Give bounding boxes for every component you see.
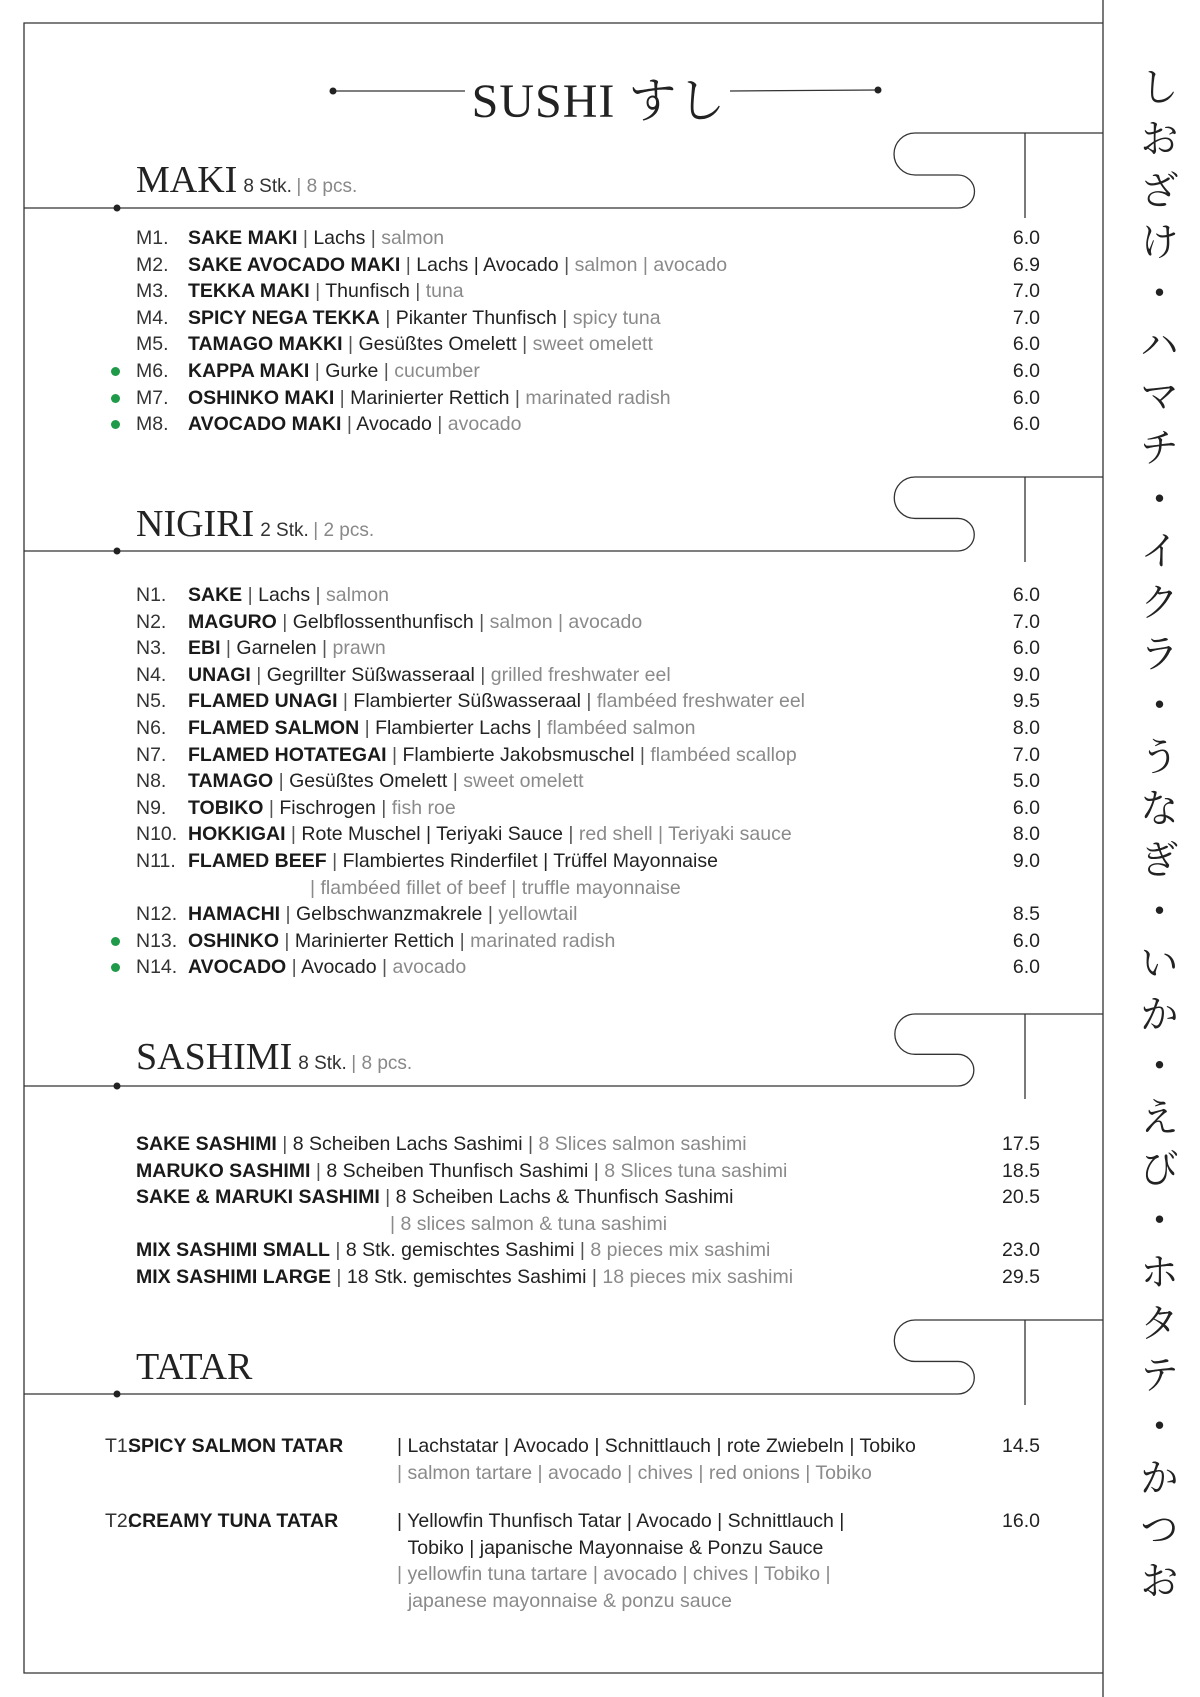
menu-item[interactable]	[0, 954, 1100, 981]
menu-item[interactable]	[0, 252, 1100, 279]
section-heading-tatar	[136, 1345, 252, 1389]
separator: |	[409, 280, 426, 303]
item-name: SAKE & MARUKI SASHIMI	[136, 1186, 380, 1209]
item-code: N6.	[136, 716, 167, 739]
item-name: MAGURO	[188, 610, 277, 633]
item-desc-en: 8 Slices salmon sashimi	[538, 1133, 747, 1155]
section-dot	[114, 548, 121, 555]
item-text	[188, 331, 653, 358]
menu-item[interactable]	[0, 1158, 1100, 1185]
item-name: TAMAGO	[188, 770, 274, 793]
separator: |	[482, 903, 499, 926]
item-text	[188, 742, 797, 769]
separator: |	[309, 280, 326, 303]
item-text	[188, 795, 456, 822]
quantity-en: | 8 pcs.	[296, 176, 358, 197]
item-desc-en: prawn	[332, 637, 386, 660]
item-desc-en: 18 pieces mix sashimi	[602, 1265, 794, 1288]
separator: |	[516, 333, 533, 356]
item-desc-de: Gelbflossenthunfisch	[292, 610, 474, 633]
item-price: 7.0	[1012, 743, 1040, 766]
item-desc-en: | 8 slices salmon & tuna sashimi	[390, 1212, 668, 1235]
separator: |	[242, 584, 259, 606]
item-desc-en: 8 Slices tuna sashimi	[604, 1159, 788, 1182]
separator: |	[326, 849, 343, 872]
item-name: SPICY SALMON TATAR	[128, 1435, 344, 1457]
item-text	[188, 928, 615, 955]
separator: |	[250, 663, 267, 686]
item-desc-de: Gelbschwanzmakrele	[295, 903, 483, 926]
item-text	[188, 358, 480, 385]
item-text	[188, 385, 671, 412]
vegetarian-dot-icon	[111, 963, 120, 972]
item-desc-de: Avocado	[301, 956, 377, 979]
menu-item[interactable]	[0, 768, 1100, 795]
item-desc-de: Rote Muschel | Teriyaki Sauce	[301, 823, 563, 846]
item-name: SPICY NEGA TEKKA	[188, 306, 380, 329]
item-text	[188, 609, 642, 636]
items-nigiri	[0, 582, 1100, 981]
item-code: M1.	[136, 227, 169, 249]
item-price: 8.0	[1012, 716, 1040, 739]
item-desc-de: Gesüßtes Omelett	[358, 333, 517, 356]
item-desc-de: Garnelen	[236, 637, 317, 660]
item-price: 6.0	[1012, 929, 1040, 952]
item-code: N7.	[136, 743, 167, 766]
item-text	[136, 1184, 734, 1211]
menu-item[interactable]	[0, 225, 1100, 252]
section-heading-maki	[136, 158, 357, 202]
item-code: M5.	[136, 333, 169, 356]
vegetarian-dot-icon	[111, 420, 120, 429]
separator: |	[280, 903, 296, 926]
item-name: CREAMY TUNA TATAR	[128, 1510, 339, 1533]
item-code: N9.	[136, 796, 167, 819]
item-desc-en: avocado	[392, 956, 467, 979]
menu-item[interactable]	[0, 688, 1100, 715]
item-desc-de: Fischrogen	[279, 796, 376, 819]
item-desc-en: cucumber	[394, 359, 480, 382]
item-text	[136, 1131, 747, 1158]
separator: |	[588, 1159, 605, 1182]
section-title: NIGIRI	[136, 503, 255, 545]
separator: |	[562, 823, 579, 846]
item-desc-de: Tobiko | japanische Mayonnaise & Ponzu Sauce	[397, 1536, 824, 1559]
item-desc-en: salmon	[381, 227, 445, 249]
item-desc-en: salmon | avocado	[574, 253, 728, 276]
section-title: TATAR	[136, 1346, 253, 1388]
vegetarian-dot-icon	[111, 394, 120, 403]
item-name: FLAMED UNAGI	[188, 690, 338, 713]
menu-item[interactable]	[0, 662, 1100, 689]
item-desc-de: Gesüßtes Omelett	[289, 770, 448, 793]
item-desc-en: sweet omelett	[532, 333, 653, 356]
item-name: FLAMED HOTATEGAI	[188, 743, 387, 766]
item-price: 5.0	[1012, 770, 1040, 793]
quantity-en: | 8 pcs.	[351, 1053, 413, 1074]
section-dot	[114, 205, 121, 212]
item-name: FLAMED BEEF	[188, 849, 327, 872]
item-desc-de: | Lachstatar | Avocado | Schnittlauch | rote Zwiebeln | Tobiko	[397, 1435, 916, 1457]
item-desc-en: tuna	[425, 280, 464, 303]
separator: |	[474, 663, 491, 686]
separator: |	[331, 1265, 347, 1288]
separator: |	[580, 690, 597, 713]
menu-item[interactable]	[0, 848, 1100, 901]
section-title: MAKI	[136, 159, 238, 201]
menu-item[interactable]	[0, 795, 1100, 822]
items-sashimi	[0, 1131, 1100, 1291]
item-price: 6.0	[1012, 637, 1040, 660]
item-desc-en: salmon | avocado	[489, 610, 643, 633]
menu-item[interactable]	[0, 1508, 1100, 1636]
item-code: N8.	[136, 770, 167, 793]
menu-item[interactable]	[0, 901, 1100, 928]
item-name: SAKE	[188, 584, 243, 606]
item-price: 6.0	[1012, 584, 1040, 606]
item-code: T2.	[105, 1510, 134, 1533]
section-dot	[114, 1083, 121, 1090]
separator: |	[379, 1186, 396, 1209]
item-code: N2.	[136, 610, 167, 633]
item-name: EBI	[188, 637, 221, 660]
separator: |	[634, 743, 651, 766]
item-name: TEKKA MAKI	[188, 280, 310, 303]
section-title: SASHIMI	[136, 1036, 293, 1078]
item-desc-en: salmon	[326, 584, 389, 606]
separator: |	[334, 386, 351, 409]
separator: |	[522, 1133, 539, 1155]
item-name: KAPPA MAKI	[188, 359, 310, 382]
item-desc-de: Lachs	[313, 227, 366, 249]
item-text	[188, 848, 718, 875]
item-desc-en: | salmon tartare | avocado | chives | red onions | Tobiko	[397, 1461, 872, 1484]
separator: |	[316, 637, 333, 660]
item-desc-en: avocado	[447, 413, 522, 436]
separator: |	[276, 1133, 293, 1155]
item-desc-en: flambéed freshwater eel	[596, 690, 806, 713]
menu-item[interactable]	[0, 635, 1100, 662]
item-desc-de: Marinierter Rettich	[350, 386, 510, 409]
item-text	[188, 688, 805, 715]
item-code: N4.	[136, 663, 167, 686]
item-price: 6.0	[1012, 333, 1040, 356]
item-name: FLAMED SALMON	[188, 716, 360, 739]
item-desc-de: Gegrillter Süßwasseraal	[266, 663, 475, 686]
separator: |	[285, 823, 302, 846]
quantity-de: 8 Stk.	[243, 176, 292, 197]
item-desc-de: 8 Scheiben Thunfisch Sashimi	[326, 1159, 589, 1182]
separator: |	[574, 1239, 591, 1262]
item-desc-de: 8 Scheiben Lachs & Thunfisch Sashimi	[395, 1186, 734, 1209]
item-price: 7.0	[1012, 306, 1040, 329]
item-code: T1.	[105, 1435, 134, 1457]
menu-item[interactable]	[0, 1237, 1100, 1264]
page-title: SUSHI すし	[471, 75, 727, 128]
item-desc-de: Gurke	[325, 359, 379, 382]
item-name: MARUKO SASHIMI	[136, 1159, 311, 1182]
separator: |	[556, 306, 573, 329]
item-price: 20.5	[1002, 1186, 1040, 1209]
item-desc-en: fish roe	[391, 796, 456, 819]
item-desc-de: Lachs	[258, 584, 311, 606]
item-text	[188, 635, 386, 662]
separator: |	[431, 413, 448, 436]
item-desc-en: flambéed salmon	[547, 716, 696, 739]
item-text	[188, 954, 466, 981]
separator: |	[473, 610, 490, 633]
item-code: N1.	[136, 584, 167, 606]
item-price: 9.0	[1012, 849, 1040, 872]
item-price: 7.0	[1012, 610, 1040, 633]
menu-item[interactable]	[0, 385, 1100, 412]
item-desc-de: Flambierte Jakobsmuschel	[402, 743, 635, 766]
separator: |	[376, 956, 393, 979]
item-code: N3.	[136, 637, 167, 660]
section-heading-sashimi	[136, 1035, 412, 1079]
separator: |	[220, 637, 237, 660]
item-desc-de: Lachs | Avocado	[416, 253, 559, 276]
item-price: 6.0	[1012, 413, 1040, 436]
item-text	[188, 278, 464, 305]
item-text	[188, 252, 727, 279]
separator: |	[531, 716, 548, 739]
item-desc-en: | flambéed fillet of beef | truffle mayonnaise	[310, 876, 681, 899]
menu-item[interactable]	[0, 358, 1100, 385]
menu-item[interactable]	[0, 582, 1100, 609]
item-desc-en: sweet omelett	[463, 770, 584, 793]
item-name: TOBIKO	[188, 796, 264, 819]
item-desc-de: 8 Stk. gemischtes Sashimi	[345, 1239, 575, 1262]
item-price: 16.0	[1002, 1510, 1040, 1533]
item-name: TAMAGO MAKKI	[188, 333, 343, 356]
item-name: HOKKIGAI	[188, 823, 286, 846]
item-name: AVOCADO	[188, 956, 287, 979]
item-name: MIX SASHIMI SMALL	[136, 1239, 330, 1262]
item-code: N11.	[136, 849, 176, 872]
item-desc-en: red shell | Teriyaki sauce	[578, 823, 792, 846]
item-price: 6.9	[1012, 253, 1040, 276]
separator: |	[329, 1239, 346, 1262]
separator: |	[309, 359, 326, 382]
item-name: MIX SASHIMI LARGE	[136, 1265, 332, 1288]
item-desc-en: yellowtail	[498, 903, 578, 926]
item-text	[188, 582, 389, 609]
vegetarian-dot-icon	[111, 367, 120, 376]
item-name: OSHINKO MAKI	[188, 386, 335, 409]
separator: |	[263, 796, 280, 819]
item-desc-en: flambéed scallop	[650, 743, 797, 766]
vegetarian-dot-icon	[111, 937, 120, 946]
menu-item[interactable]	[0, 331, 1100, 358]
item-price: 23.0	[1002, 1239, 1040, 1262]
section-dot	[114, 1391, 121, 1398]
menu-item[interactable]	[0, 1131, 1100, 1158]
menu-item[interactable]	[0, 1433, 1100, 1508]
quantity-de: 8 Stk.	[298, 1053, 347, 1074]
item-desc-de: Marinierter Rettich	[294, 929, 455, 952]
item-desc-en: japanese mayonnaise & ponzu sauce	[397, 1589, 732, 1612]
separator: |	[378, 359, 395, 382]
item-name: OSHINKO	[188, 929, 280, 952]
item-code: M4.	[136, 306, 169, 329]
separator: |	[375, 796, 392, 819]
item-desc-de: Thunfisch	[325, 280, 410, 303]
item-price: 6.0	[1012, 796, 1040, 819]
item-desc-en: 8 pieces mix sashimi	[590, 1239, 771, 1262]
item-price: 9.5	[1012, 690, 1040, 713]
item-code: M7.	[136, 386, 169, 409]
item-desc-de: 18 Stk. gemischtes Sashimi	[346, 1265, 587, 1288]
section-heading-nigiri	[136, 502, 374, 546]
item-price: 18.5	[1002, 1159, 1040, 1182]
item-text	[136, 1237, 770, 1264]
separator: |	[359, 716, 376, 739]
item-desc-en: marinated radish	[470, 929, 616, 952]
item-name: HAMACHI	[188, 903, 281, 926]
title-line-right	[730, 90, 878, 91]
title-dot-left	[330, 88, 337, 95]
item-code: M6.	[136, 359, 169, 382]
separator: |	[276, 610, 293, 633]
item-name: SAKE SASHIMI	[136, 1133, 277, 1155]
item-code: M8.	[136, 413, 169, 436]
separator: |	[400, 253, 417, 276]
separator: |	[337, 690, 354, 713]
menu-item[interactable]	[0, 742, 1100, 769]
item-price: 17.5	[1002, 1133, 1040, 1155]
item-desc-en: spicy tuna	[572, 306, 661, 329]
item-desc-de: | Yellowfin Thunfisch Tatar | Avocado | Schnittlauch |	[397, 1510, 845, 1533]
item-text	[188, 411, 521, 438]
item-name: SAKE MAKI	[188, 227, 298, 249]
item-desc-de: Flambierter Süßwasseraal	[353, 690, 581, 713]
separator: |	[586, 1265, 603, 1288]
item-price: 6.0	[1012, 359, 1040, 382]
item-text	[136, 1158, 787, 1185]
item-code: N14.	[136, 956, 178, 979]
item-code: N10.	[136, 823, 178, 846]
item-desc-de: Flambiertes Rinderfilet | Trüffel Mayonnaise	[342, 849, 718, 872]
separator: |	[454, 929, 471, 952]
item-name: SAKE AVOCADO MAKI	[188, 253, 401, 276]
title-dot-right	[875, 87, 882, 94]
item-code: N13.	[136, 929, 178, 952]
separator: |	[341, 413, 357, 436]
item-code: N5.	[136, 690, 167, 713]
menu-item[interactable]	[0, 609, 1100, 636]
item-text	[136, 1264, 793, 1291]
separator: |	[310, 584, 327, 606]
menu-item[interactable]	[0, 1264, 1100, 1291]
item-text	[188, 225, 444, 252]
separator: |	[379, 306, 396, 329]
item-name: AVOCADO MAKI	[188, 413, 342, 436]
item-desc-en: marinated radish	[525, 386, 671, 409]
item-price: 8.0	[1012, 823, 1040, 846]
separator: |	[286, 956, 302, 979]
item-price: 6.0	[1012, 227, 1040, 249]
item-price: 9.0	[1012, 663, 1040, 686]
item-price: 8.5	[1012, 903, 1040, 926]
menu-item[interactable]	[0, 821, 1100, 848]
menu-item[interactable]	[0, 305, 1100, 332]
item-desc-en: grilled freshwater eel	[490, 663, 671, 686]
item-desc-de: 8 Scheiben Lachs Sashimi	[292, 1133, 523, 1155]
quantity-en: | 2 pcs.	[313, 520, 375, 541]
item-text	[188, 305, 661, 332]
item-price: 14.5	[1002, 1435, 1040, 1457]
separator: |	[509, 386, 526, 409]
separator: |	[279, 929, 295, 952]
menu-item[interactable]	[0, 411, 1100, 438]
separator: |	[297, 227, 314, 249]
item-text	[188, 901, 577, 928]
items-tatar	[0, 1433, 1100, 1637]
menu-item[interactable]	[0, 278, 1100, 305]
item-code: N12.	[136, 903, 178, 926]
side-japanese-text: しおざけ・ハマチ・イクラ・うなぎ・いか・えび・ホタテ・かつお	[1133, 66, 1179, 1611]
item-code: M3.	[136, 280, 169, 303]
item-text	[188, 821, 792, 848]
item-price: 6.0	[1012, 956, 1040, 979]
separator: |	[310, 1159, 327, 1182]
item-desc-en: | yellowfin tuna tartare | avocado | chives | Tobiko |	[397, 1563, 831, 1586]
item-price: 7.0	[1012, 280, 1040, 303]
item-code: M2.	[136, 253, 169, 276]
separator: |	[386, 743, 403, 766]
item-text	[188, 768, 584, 795]
item-desc-de: Pikanter Thunfisch	[395, 306, 557, 329]
item-text	[188, 662, 671, 689]
separator: |	[447, 770, 464, 793]
item-desc-de: Avocado	[356, 413, 432, 436]
separator: |	[342, 333, 359, 356]
menu-item[interactable]	[0, 928, 1100, 955]
separator: |	[558, 253, 575, 276]
item-name: UNAGI	[188, 663, 251, 686]
items-maki	[0, 225, 1100, 438]
item-price: 6.0	[1012, 386, 1040, 409]
item-price: 29.5	[1002, 1265, 1040, 1288]
quantity-de: 2 Stk.	[260, 520, 309, 541]
item-desc-de: Flambierter Lachs	[375, 716, 532, 739]
item-text	[188, 715, 696, 742]
separator: |	[365, 227, 382, 249]
separator: |	[273, 770, 290, 793]
menu-item[interactable]	[0, 715, 1100, 742]
menu-item[interactable]	[0, 1184, 1100, 1237]
